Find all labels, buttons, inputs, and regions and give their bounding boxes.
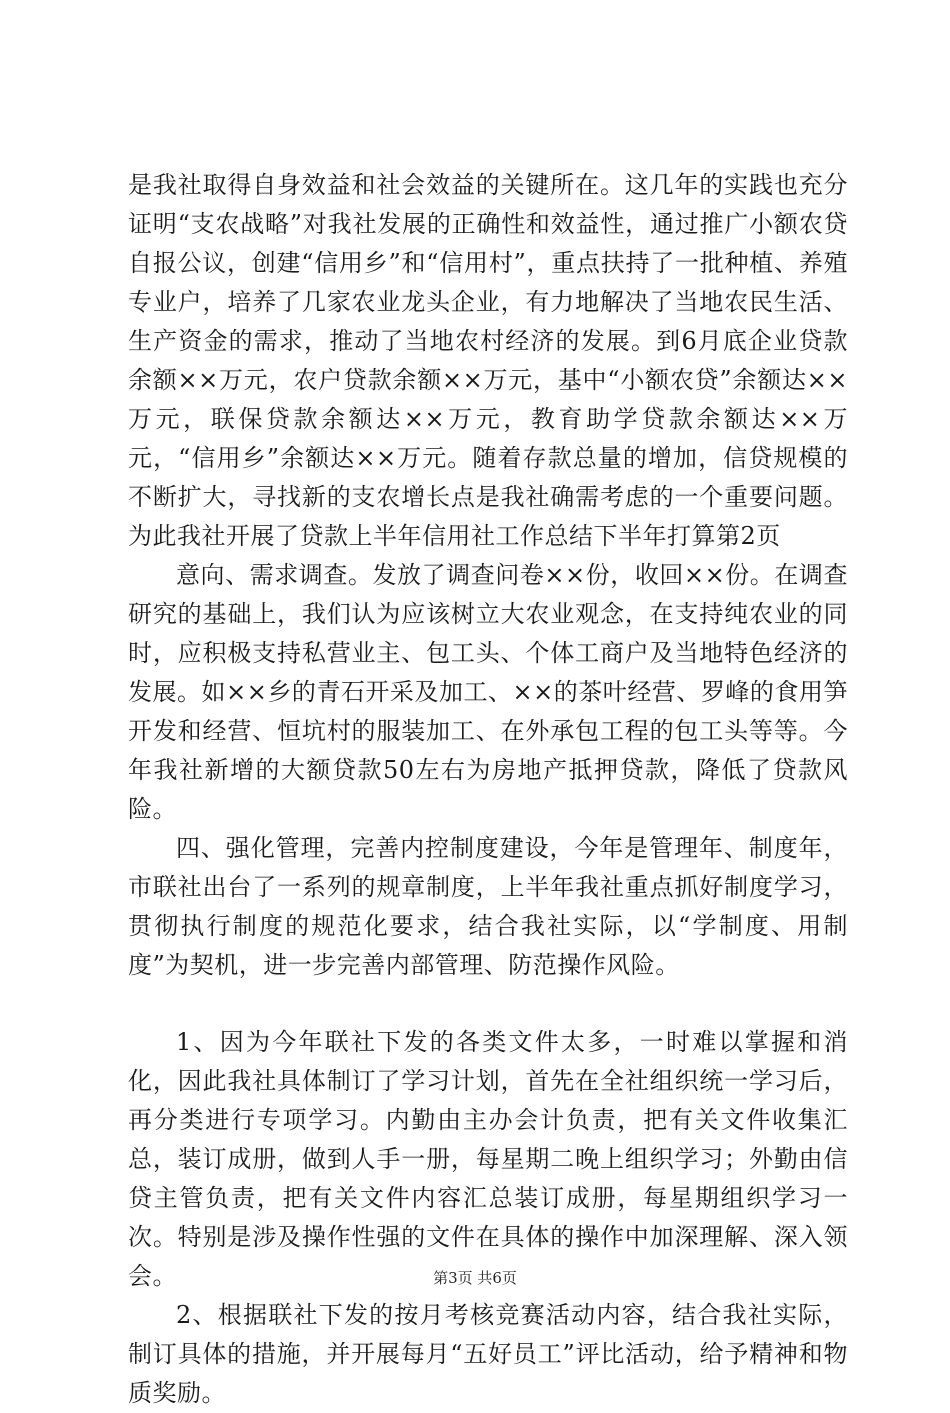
paragraph-item-2: 2、根据联社下发的按月考核竞赛活动内容，结合我社实际，制订具体的措施，并开展每月“五好员工”评比活动，给予精神和物质奖励。	[128, 1301, 848, 1407]
paragraph-spacer	[128, 985, 848, 1023]
paragraph-continuation: 是我社取得自身效益和社会效益的关键所在。这几年的实践也充分证明“支农战略”对我社发展的正确性和效益性，通过推广小额农贷自报公议，创建“信用乡”和“信用村”，重点扶持了一批种植、养殖专业户，培养了几家农业龙头企业，有力地解决了当地农民生活、生产资金的需求，推动了当地农村经济的发展。到6月底企业贷款余额××万元，农户贷款余额××万元，基中“小额农贷”余额达××万元，联保贷款余额达××万元，教育助学贷款余额达××万元，“信用乡”余额达××万元。随着存款总量的增加，信贷规模的不断扩大，寻找新的支农增长点是我社确需考虑的一个重要问题。为此我社开展了贷款上半年信用社工作总结下半年打算第2页	[128, 171, 848, 550]
paragraph-management: 四、强化管理，完善内控制度建设，今年是管理年、制度年，市联社出台了一系列的规章制度，上半年我社重点抓好制度学习，贯彻执行制度的规范化要求，结合我社实际，以“学制度、用制度”为契机，进一步完善内部管理、防范操作风险。	[128, 834, 848, 979]
page-footer: 第3页 共6页	[433, 1269, 517, 1287]
paragraph-item-1: 1、因为今年联社下发的各类文件太多，一时难以掌握和消化，因此我社具体制订了学习计划，首先在全社组织统一学习后，再分类进行专项学习。内勤由主办会计负责，把有关文件收集汇总，装订成册，做到人手一册，每星期二晚上组织学习；外勤由信贷主管负责，把有关文件内容汇总装订成册，每星期组织学习一次。特别是涉及操作性强的文件在具体的操作中加深理解、深入领会。	[128, 1028, 848, 1290]
paragraph-survey: 意向、需求调查。发放了调查问卷××份，收回××份。在调查研究的基础上，我们认为应该树立大农业观念，在支持纯农业的同时，应积极支持私营业主、包工头、个体工商户及当地特色经济的发展。如××乡的青石开采及加工、××的茶叶经营、罗峰的食用笋开发和经营、恒坑村的服装加工、在外承包工程的包工头等等。今年我社新增的大额贷款50左右为房地产抵押贷款，降低了贷款风险。	[128, 561, 848, 823]
document-body	[128, 166, 848, 1413]
